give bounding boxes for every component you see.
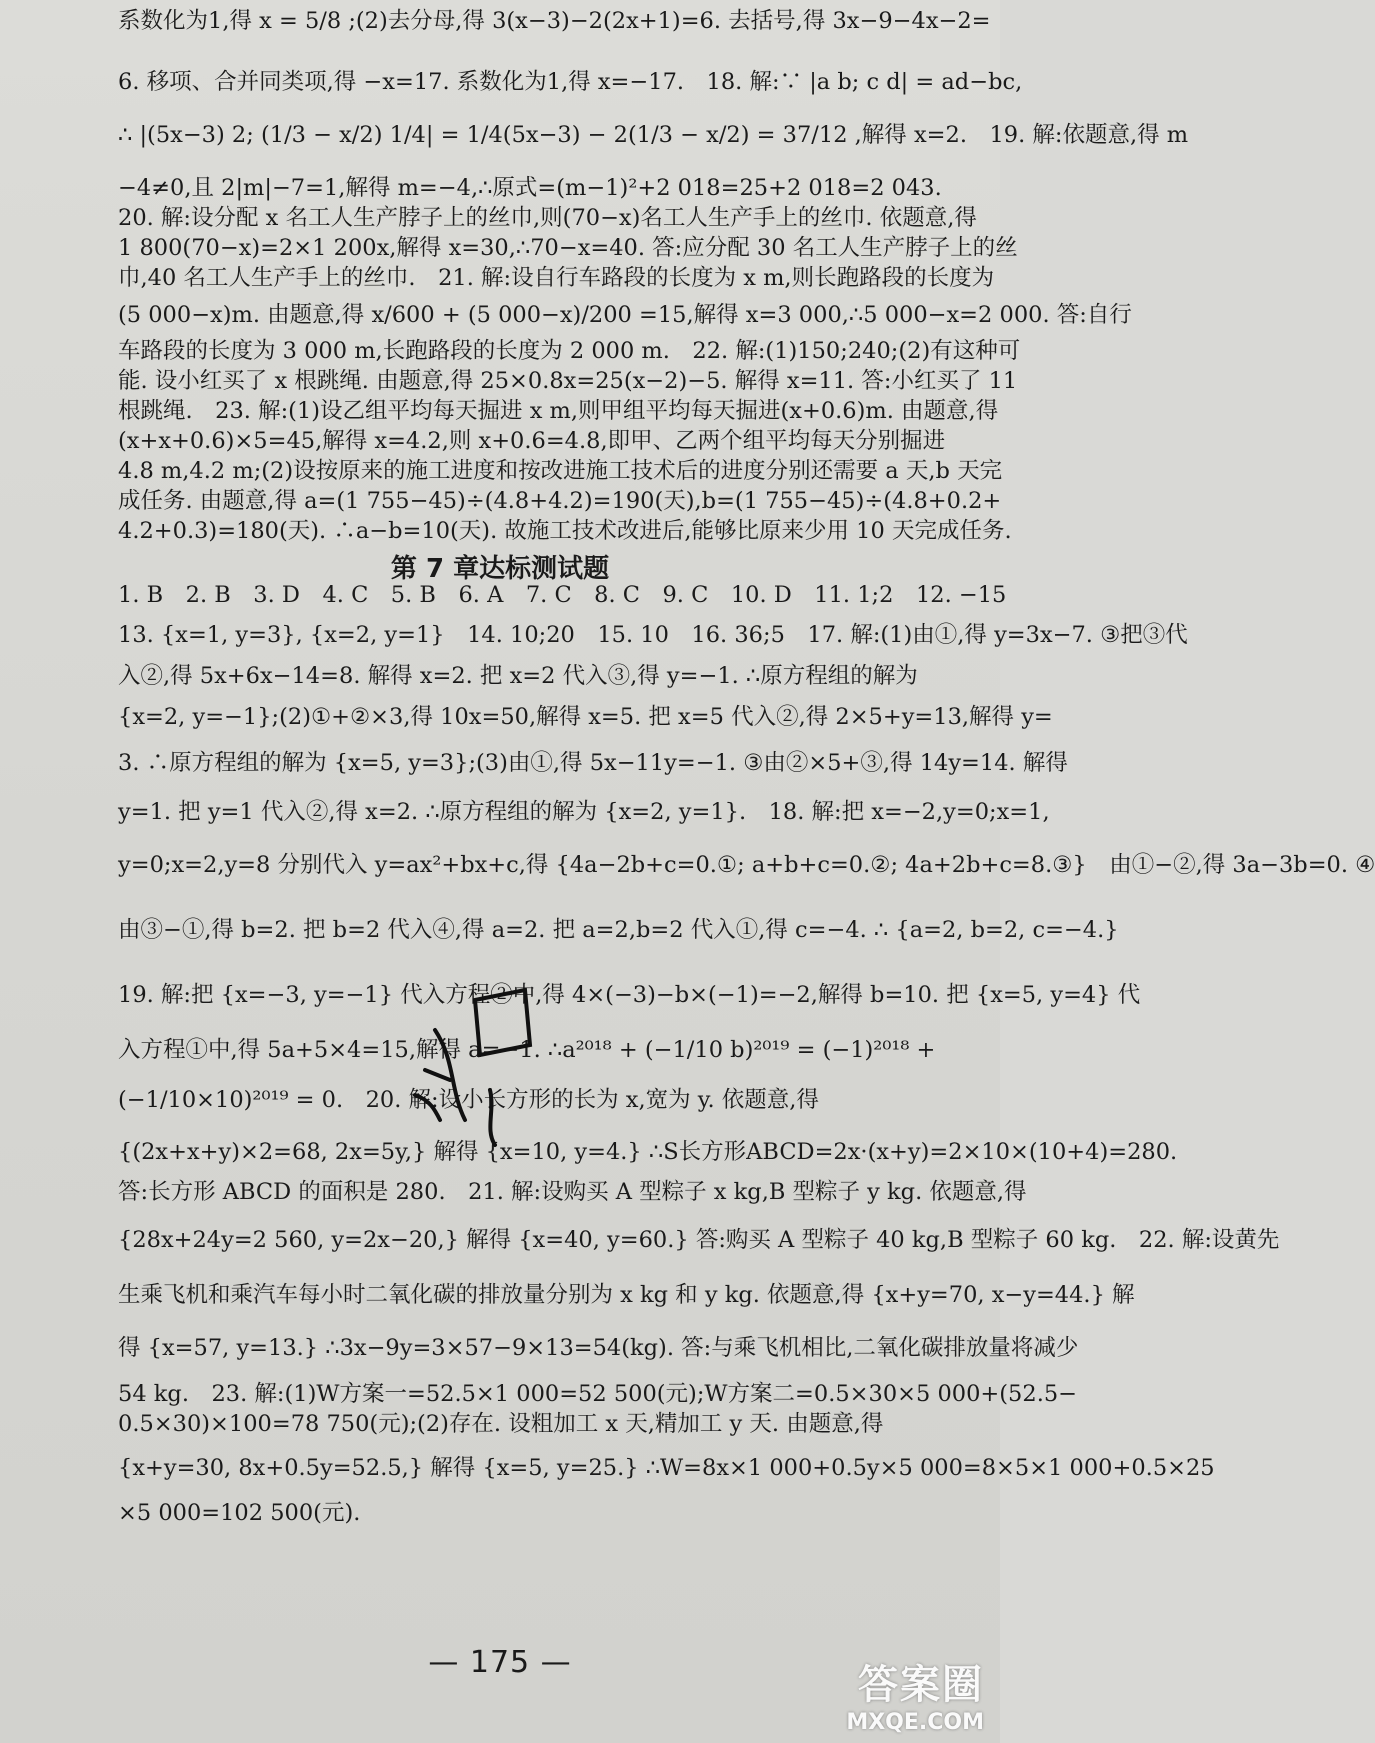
text-line: {(2x+x+y)×2=68, 2x=5y,} 解得 {x=10, y=4.} ∴S长方形ABCD=2x·(x+y)=2×10×(10+4)=280. (118, 1139, 1178, 1165)
text-line: 由③−①,得 b=2. 把 b=2 代入④,得 a=2. 把 a=2,b=2 代入①,得 c=−4. ∴ {a=2, b=2, c=−4.} (118, 917, 1119, 943)
text-line: 生乘飞机和乘汽车每小时二氧化碳的排放量分别为 x kg 和 y kg. 依题意,得 {x+y=70, x−y=44.} 解 (118, 1282, 1135, 1308)
text-line: {28x+24y=2 560, y=2x−20,} 解得 {x=40, y=60.} 答:购买 A 型粽子 40 kg,B 型粽子 60 kg. 22. 解:设黄先 (118, 1227, 1280, 1253)
text-line: 4.2+0.3)=180(天). ∴a−b=10(天). 故施工技术改进后,能够比原来少用 10 天完成任务. (118, 518, 1012, 544)
text-line: {x=2, y=−1};(2)①+②×3,得 10x=50,解得 x=5. 把 x=5 代入②,得 2×5+y=13,解得 y= (118, 704, 1053, 730)
text-line: {x+y=30, 8x+0.5y=52.5,} 解得 {x=5, y=25.} ∴W=8x×1 000+0.5y×5 000=8×5×1 000+0.5×25 (118, 1455, 1215, 1481)
text-line: ∴ |(5x−3) 2; (1/3 − x/2) 1/4| = 1/4(5x−3) − 2(1/3 − x/2) = 37/12 ,解得 x=2. 19. 解:依题意,得 m (118, 122, 1189, 148)
text-line: 0.5×30)×100=78 750(元);(2)存在. 设粗加工 x 天,精加工 y 天. 由题意,得 (118, 1411, 884, 1437)
text-line: y=1. 把 y=1 代入②,得 x=2. ∴原方程组的解为 {x=2, y=1}. 18. 解:把 x=−2,y=0;x=1, (118, 799, 1050, 825)
text-line: (−1/10×10)²⁰¹⁹ = 0. 20. 解:设小长方形的长为 x,宽为 y. 依题意,得 (118, 1087, 819, 1113)
text-line: y=0;x=2,y=8 分别代入 y=ax²+bx+c,得 {4a−2b+c=0.①; a+b+c=0.②; 4a+2b+c=8.③} 由①−②,得 3a−3b=0. ④ (118, 852, 1375, 878)
text-line: (x+x+0.6)×5=45,解得 x=4.2,则 x+0.6=4.8,即甲、乙两个组平均每天分别掘进 (118, 428, 946, 454)
text-line: 根跳绳. 23. 解:(1)设乙组平均每天掘进 x m,则甲组平均每天掘进(x+0.6)m. 由题意,得 (118, 398, 999, 424)
text-line: 能. 设小红买了 x 根跳绳. 由题意,得 25×0.8x=25(x−2)−5. 解得 x=11. 答:小红买了 11 (118, 368, 1018, 394)
handwritten-scribble (395, 970, 595, 1170)
watermark-url: MXQE.COM (846, 1710, 984, 1735)
text-line: 20. 解:设分配 x 名工人生产脖子上的丝巾,则(70−x)名工人生产手上的丝巾. 依题意,得 (118, 205, 977, 231)
page-number: — 175 — (428, 1645, 572, 1680)
text-line: (5 000−x)m. 由题意,得 x/600 + (5 000−x)/200 =15,解得 x=3 000,∴5 000−x=2 000. 答:自行 (118, 302, 1132, 328)
text-line: 巾,40 名工人生产手上的丝巾. 21. 解:设自行车路段的长度为 x m,则长跑路段的长度为 (118, 265, 995, 291)
text-line: 13. {x=1, y=3}, {x=2, y=1} 14. 10;20 15. 10 16. 36;5 17. 解:(1)由①,得 y=3x−7. ③把③代 (118, 622, 1188, 648)
text-line: 1 800(70−x)=2×1 200x,解得 x=30,∴70−x=40. 答:应分配 30 名工人生产脖子上的丝 (118, 235, 1018, 261)
section-heading: 第 7 章达标测试题 (390, 554, 610, 584)
text-line: 19. 解:把 {x=−3, y=−1} 代入方程②中,得 4×(−3)−b×(−1)=−2,解得 b=10. 把 {x=5, y=4} 代 (118, 982, 1141, 1008)
text-line: 3. ∴原方程组的解为 {x=5, y=3};(3)由①,得 5x−11y=−1. ③由②×5+③,得 14y=14. 解得 (118, 750, 1068, 776)
text-line: 4.8 m,4.2 m;(2)设按原来的施工进度和按改进施工技术后的进度分别还需要 a 天,b 天完 (118, 458, 1003, 484)
text-line: 54 kg. 23. 解:(1)W方案一=52.5×1 000=52 500(元);W方案二=0.5×30×5 000+(52.5− (118, 1381, 1078, 1407)
text-line: 入②,得 5x+6x−14=8. 解得 x=2. 把 x=2 代入③,得 y=−1. ∴原方程组的解为 (118, 663, 918, 689)
text-line: 得 {x=57, y=13.} ∴3x−9y=3×57−9×13=54(kg). 答:与乘飞机相比,二氧化碳排放量将减少 (118, 1335, 1079, 1361)
text-line: 系数化为1,得 x = 5/8 ;(2)去分母,得 3(x−3)−2(2x+1)=6. 去括号,得 3x−9−4x−2= (118, 8, 991, 34)
text-line: −4≠0,且 2|m|−7=1,解得 m=−4,∴原式=(m−1)²+2 018=25+2 018=2 043. (118, 175, 942, 201)
text-line: 1. B 2. B 3. D 4. C 5. B 6. A 7. C 8. C 9. C 10. D 11. 1;2 12. −15 (118, 582, 1007, 608)
text-line: 入方程①中,得 5a+5×4=15,解得 a=−1. ∴a²⁰¹⁸ + (−1/10 b)²⁰¹⁹ = (−1)²⁰¹⁸ + (118, 1037, 936, 1063)
watermark-logo (846, 1653, 984, 1735)
text-line: 6. 移项、合并同类项,得 −x=17. 系数化为1,得 x=−17. 18. 解:∵ |a b; c d| = ad−bc, (118, 69, 1023, 95)
text-line: ×5 000=102 500(元). (118, 1500, 361, 1526)
text-line: 成任务. 由题意,得 a=(1 755−45)÷(4.8+4.2)=190(天),b=(1 755−45)÷(4.8+0.2+ (118, 488, 1002, 514)
text-line: 答:长方形 ABCD 的面积是 280. 21. 解:设购买 A 型粽子 x kg,B 型粽子 y kg. 依题意,得 (118, 1179, 1027, 1205)
watermark-main: 答案圈 (858, 1662, 984, 1708)
text-line: 车路段的长度为 3 000 m,长跑路段的长度为 2 000 m. 22. 解:(1)150;240;(2)有这种可 (118, 338, 1021, 364)
